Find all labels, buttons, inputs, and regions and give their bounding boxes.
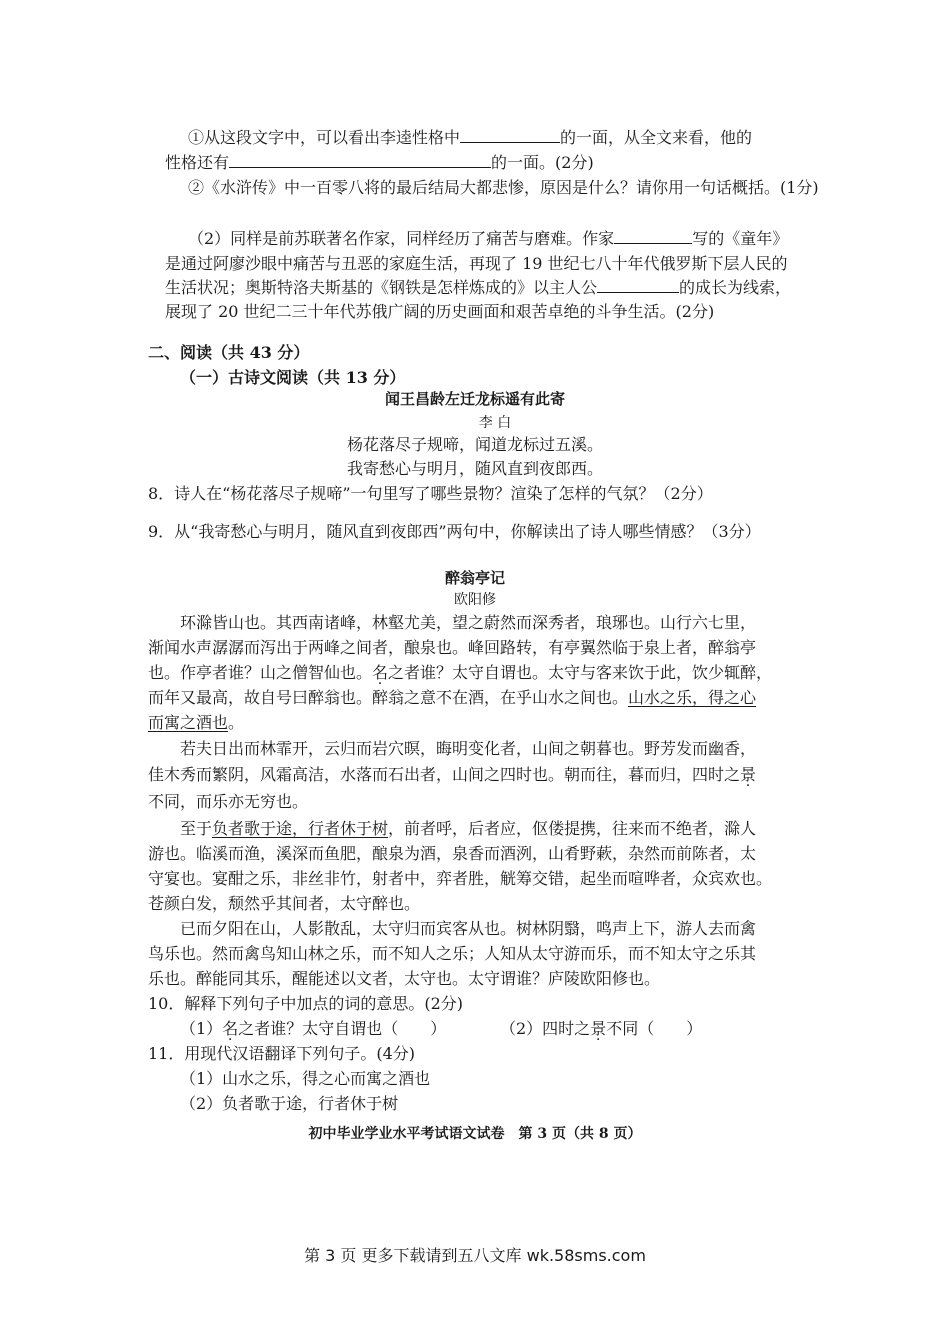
essay-text: ，前者呼，后者应，伛偻提携，往来而不绝者，滁人 (388, 819, 757, 838)
answer-blank[interactable] (460, 128, 560, 143)
q-shuihu: ②《水浒传》中一百零八将的最后结局大都悲惨，原因是什么？请你用一句话概括。(1分) (188, 178, 819, 197)
section-title: 二、阅读（共 43 分） (148, 343, 310, 362)
essay-p4-l1: 已而夕阳在山，人影散乱，太守归而宾客从也。树林阴翳，鸣声上下，游人去而禽 (180, 919, 757, 938)
essay-p2-l2 (148, 764, 756, 786)
question-8: 8．诗人在“杨花落尽子规啼”一句里写了哪些景物？渲染了怎样的气氛？（2分） (148, 484, 713, 503)
q1-text-c: 性格还有 (165, 153, 230, 172)
dotted-word: 名 (222, 1019, 239, 1038)
essay-p3-l3: 守宴也。宴酣之乐，非丝非竹，射者中，弈者胜，觥筹交错，起坐而喧哗者，众宾欢也。 (148, 869, 773, 888)
essay-p1-l4 (148, 687, 756, 709)
essay-p2-l1: 若夫日出而林霏开，云归而岩穴暝，晦明变化者，山间之朝暮也。野芳发而幽香， (180, 739, 757, 758)
dotted-word: 景 (590, 1019, 607, 1038)
subsection-title: （一）古诗文阅读（共 13 分） (180, 368, 406, 387)
essay-p1-l2: 渐闻水声潺潺而泻出于两峰之间者，酿泉也。峰回路转，有亭翼然临于泉上者，醉翁亭 (148, 638, 757, 657)
essay-p4-l2: 鸟乐也。然而禽鸟知山林之乐，而不知人之乐；人知从太守游而乐，而不知太守之乐其 (148, 944, 757, 963)
essay-text: 之者谁？太守自谓也。太守与客来饮于此，饮少辄醉， (388, 663, 773, 682)
essay-p1-l3 (148, 662, 772, 684)
dotted-word: 名 (372, 663, 389, 682)
essay-text: 。 (228, 713, 245, 732)
q-li-kui-1 (188, 127, 752, 149)
essay-text: 也。作亭者谁？山之僧智仙也。 (148, 663, 373, 682)
q-li-kui-2 (165, 152, 594, 174)
essay-text: 至于 (180, 819, 213, 838)
poem-title: 闻王昌龄左迁龙标遥有此寄 (384, 390, 565, 408)
watermark-footer: 第 3 页 更多下载请到五八文库 wk.58sms.com (304, 1246, 646, 1265)
q-author-3 (165, 277, 791, 299)
underlined-sentence: 山水之乐，得之心 (628, 688, 757, 707)
q1-text-a: ①从这段文字中，可以看出李逵性格中 (188, 128, 461, 147)
essay-p4-l3: 乐也。醉能同其乐，醒能述以文者，太守也。太守谓谁？庐陵欧阳修也。 (148, 969, 661, 988)
q-author-text-d: 的成长为线索， (679, 278, 792, 297)
q-author-1 (188, 228, 788, 250)
poem-line-2: 我寄愁心与明月，随风直到夜郎西。 (346, 459, 603, 478)
essay-p1-l5 (148, 712, 244, 734)
q-author-text-b: 写的《童年》 (692, 229, 789, 248)
q-author-text-a: （2）同样是前苏联著名作家，同样经历了痛苦与磨难。作家 (188, 229, 615, 248)
essay-p2-l3: 不同，而乐亦无穷也。 (148, 792, 309, 811)
essay-text: 而年又最高，故自号曰醉翁也。醉翁之意不在酒，在乎山水之间也。 (148, 688, 629, 707)
question-10-item-1 (180, 1018, 446, 1040)
underlined-sentence: 负者歌于途，行者休于树 (212, 819, 389, 838)
q1-text-d: 的一面。(2分) (491, 153, 594, 172)
question-9: 9．从“我寄愁心与明月，随风直到夜郎西”两句中，你解读出了诗人哪些情感？（3分） (148, 522, 761, 541)
essay-p1-l1: 环滁皆山也。其西南诸峰，林壑尤美，望之蔚然而深秀者，琅琊也。山行六七里， (180, 613, 757, 632)
poem-line-1: 杨花落尽子规啼，闻道龙标过五溪。 (346, 435, 603, 454)
underlined-sentence: 而寓之酒也 (148, 713, 229, 732)
question-11: 11．用现代汉语翻译下列句子。(4分) (148, 1044, 416, 1063)
q10-text: （2）四时之 (500, 1019, 591, 1038)
essay-title: 醉翁亭记 (444, 569, 505, 587)
essay-p3-l2: 游也。临溪而渔，溪深而鱼肥，酿泉为酒，泉香而酒洌，山肴野蔌，杂然而前陈者，太 (148, 844, 757, 863)
q-author-text-c: 生活状况；奥斯特洛夫斯基的《钢铁是怎样炼成的》以主人公 (165, 278, 598, 297)
question-11-item-2: （2）负者歌于途，行者休于树 (180, 1094, 399, 1113)
page-footer: 初中毕业学业水平考试语文试卷 第 3 页（共 8 页） (308, 1126, 642, 1142)
answer-blank[interactable] (229, 153, 491, 168)
essay-p3-l4: 苍颜白发，颓然乎其间者，太守醉也。 (148, 894, 421, 913)
q-author-2: 是通过阿廖沙眼中痛苦与丑恶的家庭生活，再现了 19 世纪七八十年代俄罗斯下层人民的 (165, 254, 788, 273)
question-11-item-1: （1）山水之乐，得之心而寓之酒也 (180, 1069, 431, 1088)
poem-author: 李 白 (478, 415, 512, 431)
essay-p3-l1 (180, 818, 756, 840)
question-10: 10．解释下列句子中加点的词的意思。(2分) (148, 994, 464, 1013)
q-author-4: 展现了 20 世纪二三十年代苏俄广阔的历史画面和艰苦卓绝的斗争生活。(2分) (165, 302, 715, 321)
essay-text: 佳木秀而繁阴，风霜高洁，水落而石出者，山间之四时也。朝而往，暮而归，四时之 (148, 765, 741, 784)
q1-text-b: 的一面，从全文来看，他的 (560, 128, 753, 147)
answer-blank[interactable] (614, 229, 692, 244)
question-10-item-2 (500, 1018, 702, 1040)
q10-text: 之者谁？太守自谓也（ ） (238, 1019, 447, 1038)
answer-blank[interactable] (597, 278, 679, 293)
q10-text: （1） (180, 1019, 223, 1038)
dotted-word: 景 (740, 765, 757, 784)
q10-text: 不同（ ） (606, 1019, 703, 1038)
essay-author: 欧阳修 (454, 592, 496, 608)
